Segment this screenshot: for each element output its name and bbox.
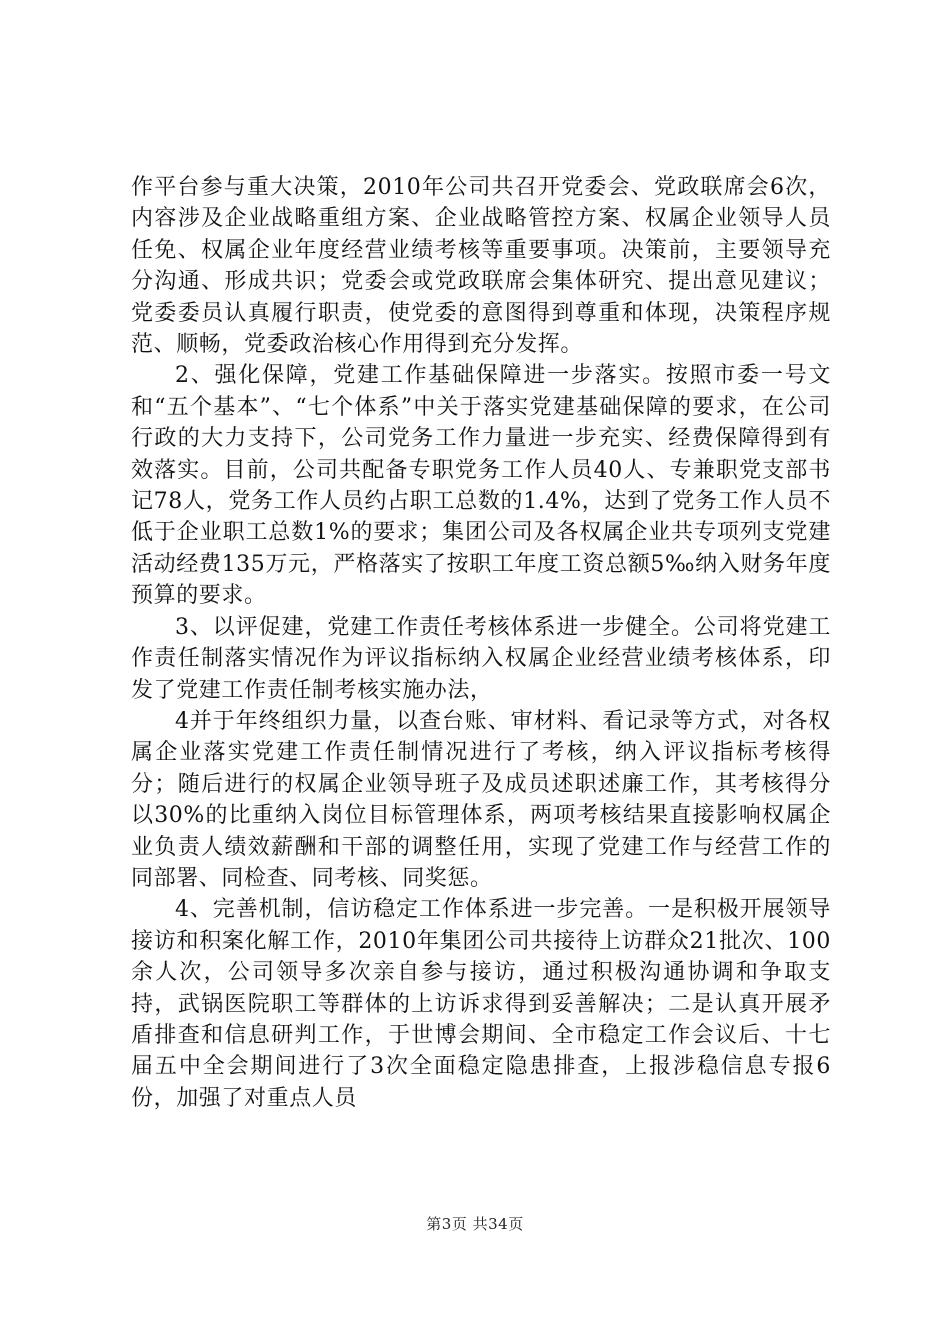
- paragraph-2: 2、强化保障，党建工作基础保障进一步落实。按照市委一号文和“五个基本”、“七个体系”中关于落实党建基础保障的要求，在公司行政的大力支持下，公司党务工作力量进一步充实、经费保障得到有效落实。目前，公司共配备专职党务工作人员40人、专兼职党支部书记78人，党务工作人员约占职工总数的1.4%，达到了党务工作人员不低于企业职工总数1%的要求；集团公司及各权属企业共专项列支党建活动经费135万元，严格落实了按职工年度工资总额5‰纳入财务年度预算的要求。: [131, 363, 831, 609]
- document-body: [131, 172, 831, 1114]
- page-number-footer: 第3页 共34页: [426, 1215, 524, 1233]
- paragraph-5: 4、完善机制，信访稳定工作体系进一步完善。一是积极开展领导接访和积案化解工作，2010年集团公司共接待上访群众21批次、100余人次，公司领导多次亲自参与接访，通过积极沟通协调和争取支持，武锅医院职工等群体的上访诉求得到妥善解决；二是认真开展矛盾排查和信息研判工作，于世博会期间、全市稳定工作会议后、十七届五中全会期间进行了3次全面稳定隐患排查，上报涉稳信息专报6份，加强了对重点人员: [131, 897, 831, 1111]
- paragraph-3: 3、以评促建，党建工作责任考核体系进一步健全。公司将党建工作责任制落实情况作为评议指标纳入权属企业经营业绩考核体系，印发了党建工作责任制考核实施办法，: [131, 614, 831, 703]
- paragraph-1: 作平台参与重大决策，2010年公司共召开党委会、党政联席会6次，内容涉及企业战略重组方案、企业战略管控方案、权属企业领导人员任免、权属企业年度经营业绩考核等重要事项。决策前，主要领导充分沟通、形成共识；党委会或党政联席会集体研究、提出意见建议；党委委员认真履行职责，使党委的意图得到尊重和体现，决策程序规范、顺畅，党委政治核心作用得到充分发挥。: [131, 175, 831, 358]
- paragraph-4: 4并于年终组织力量，以查台账、审材料、看记录等方式，对各权属企业落实党建工作责任制情况进行了考核，纳入评议指标考核得分；随后进行的权属企业领导班子及成员述职述廉工作，其考核得分以30%的比重纳入岗位目标管理体系，两项考核结果直接影响权属企业负责人绩效薪酬和干部的调整任用，实现了党建工作与经营工作的同部署、同检查、同考核、同奖惩。: [131, 708, 831, 891]
